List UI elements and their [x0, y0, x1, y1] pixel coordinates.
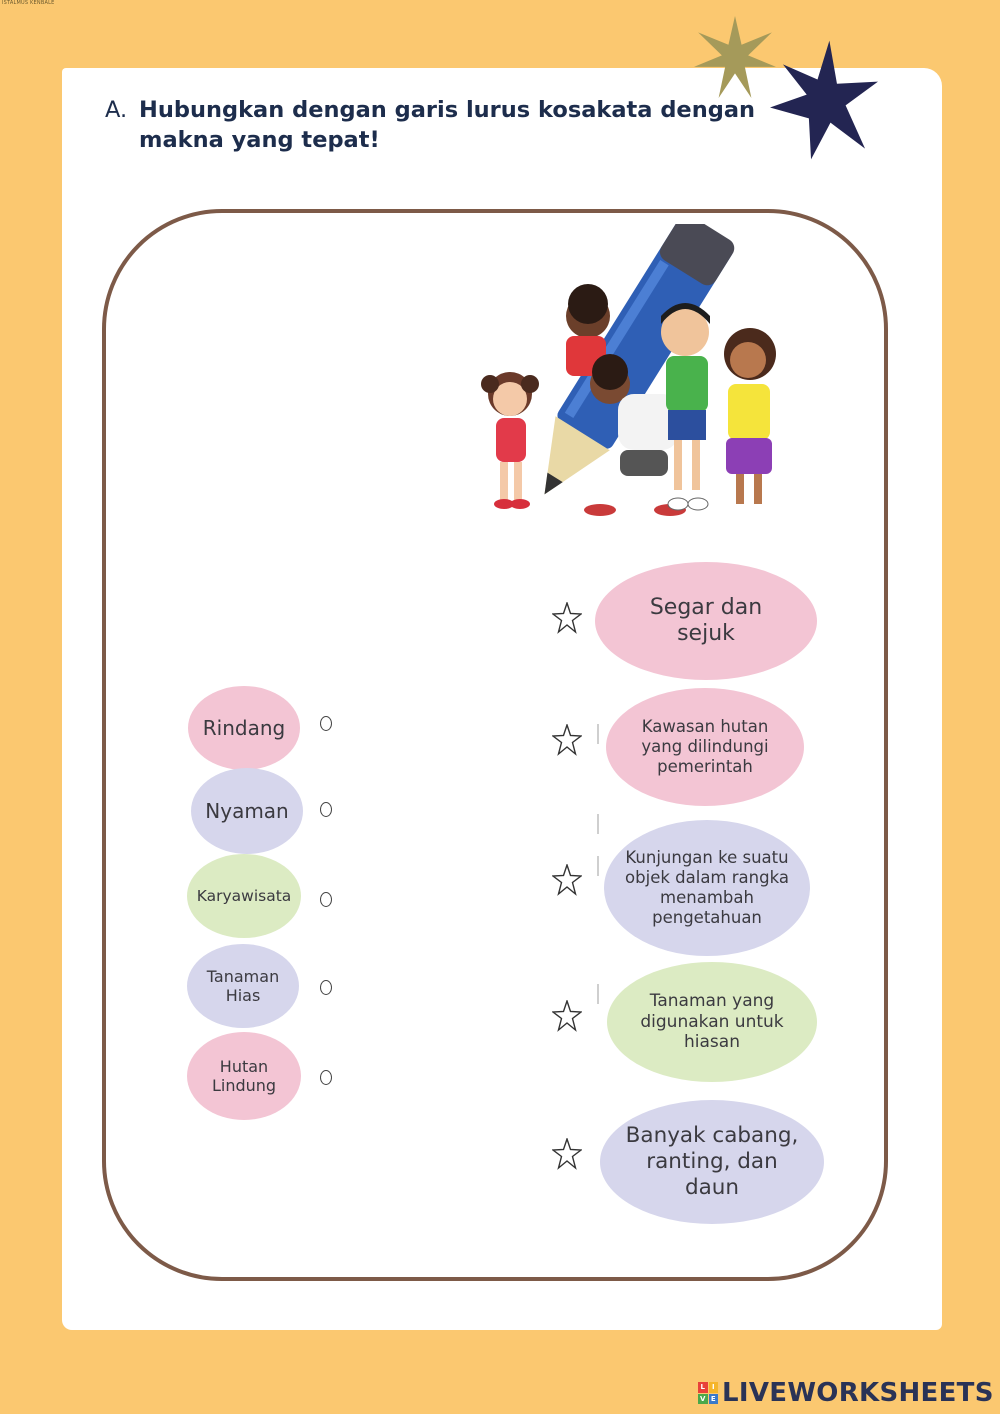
- meaning-oval-1: [595, 562, 817, 680]
- word-label: Hutan Lindung: [211, 1056, 277, 1095]
- word-label: Karyawisata: [196, 886, 292, 905]
- liveworksheets-logo[interactable]: [698, 1378, 994, 1408]
- word-label: Nyaman: [205, 799, 289, 823]
- meaning-label: Segar dan sejuk: [649, 594, 763, 646]
- word-oval-karyawisata: [187, 854, 301, 938]
- word-label: Rindang: [202, 716, 286, 740]
- gold-star-icon: [694, 16, 776, 98]
- divider-tick: [597, 814, 599, 834]
- logo-text: LIVEWORKSHEETS: [722, 1378, 994, 1408]
- star-outline-icon[interactable]: [552, 602, 582, 634]
- meaning-oval-2: [606, 688, 804, 806]
- meaning-label: Tanaman yang digunakan untuk hiasan: [640, 991, 784, 1053]
- word-oval-tanaman-hias: [187, 944, 299, 1028]
- word-oval-rindang: [188, 686, 300, 770]
- meaning-oval-3: [604, 820, 810, 956]
- logo-letter: E: [709, 1394, 719, 1405]
- word-connector-3[interactable]: [320, 892, 332, 907]
- word-connector-4[interactable]: [320, 980, 332, 995]
- word-connector-2[interactable]: [320, 802, 332, 817]
- word-connector-5[interactable]: [320, 1070, 332, 1085]
- header-tag: ISTALMUS KENBALE: [2, 0, 55, 6]
- star-outline-icon[interactable]: [552, 724, 582, 756]
- star-outline-icon[interactable]: [552, 1000, 582, 1032]
- star-outline-icon[interactable]: [552, 1138, 582, 1170]
- meaning-oval-4: [607, 962, 817, 1082]
- logo-letter: L: [698, 1382, 708, 1393]
- word-label: Tanaman Hias: [206, 966, 280, 1005]
- divider-tick: [597, 856, 599, 876]
- meaning-label: Banyak cabang, ranting, dan daun: [625, 1123, 799, 1200]
- meaning-label: Kawasan hutan yang dilindungi pemerintah: [641, 717, 769, 776]
- navy-star-icon: [770, 40, 878, 160]
- logo-letter: V: [698, 1394, 708, 1405]
- logo-grid-icon: [698, 1382, 718, 1404]
- children-pencil-illustration: [470, 224, 800, 524]
- star-outline-icon[interactable]: [552, 864, 582, 896]
- word-oval-nyaman: [191, 768, 303, 854]
- word-oval-hutan-lindung: [187, 1032, 301, 1120]
- divider-tick: [597, 724, 599, 744]
- logo-letter: I: [709, 1382, 719, 1393]
- instruction-text: Hubungkan dengan garis lurus kosakata dengan makna yang tepat!: [139, 97, 756, 153]
- instruction: [105, 95, 785, 155]
- meaning-oval-5: [600, 1100, 824, 1224]
- word-connector-1[interactable]: [320, 716, 332, 731]
- instruction-number: A.: [105, 97, 128, 123]
- divider-tick: [597, 984, 599, 1004]
- meaning-label: Kunjungan ke suatu objek dalam rangka menambah pengetahuan: [625, 848, 789, 927]
